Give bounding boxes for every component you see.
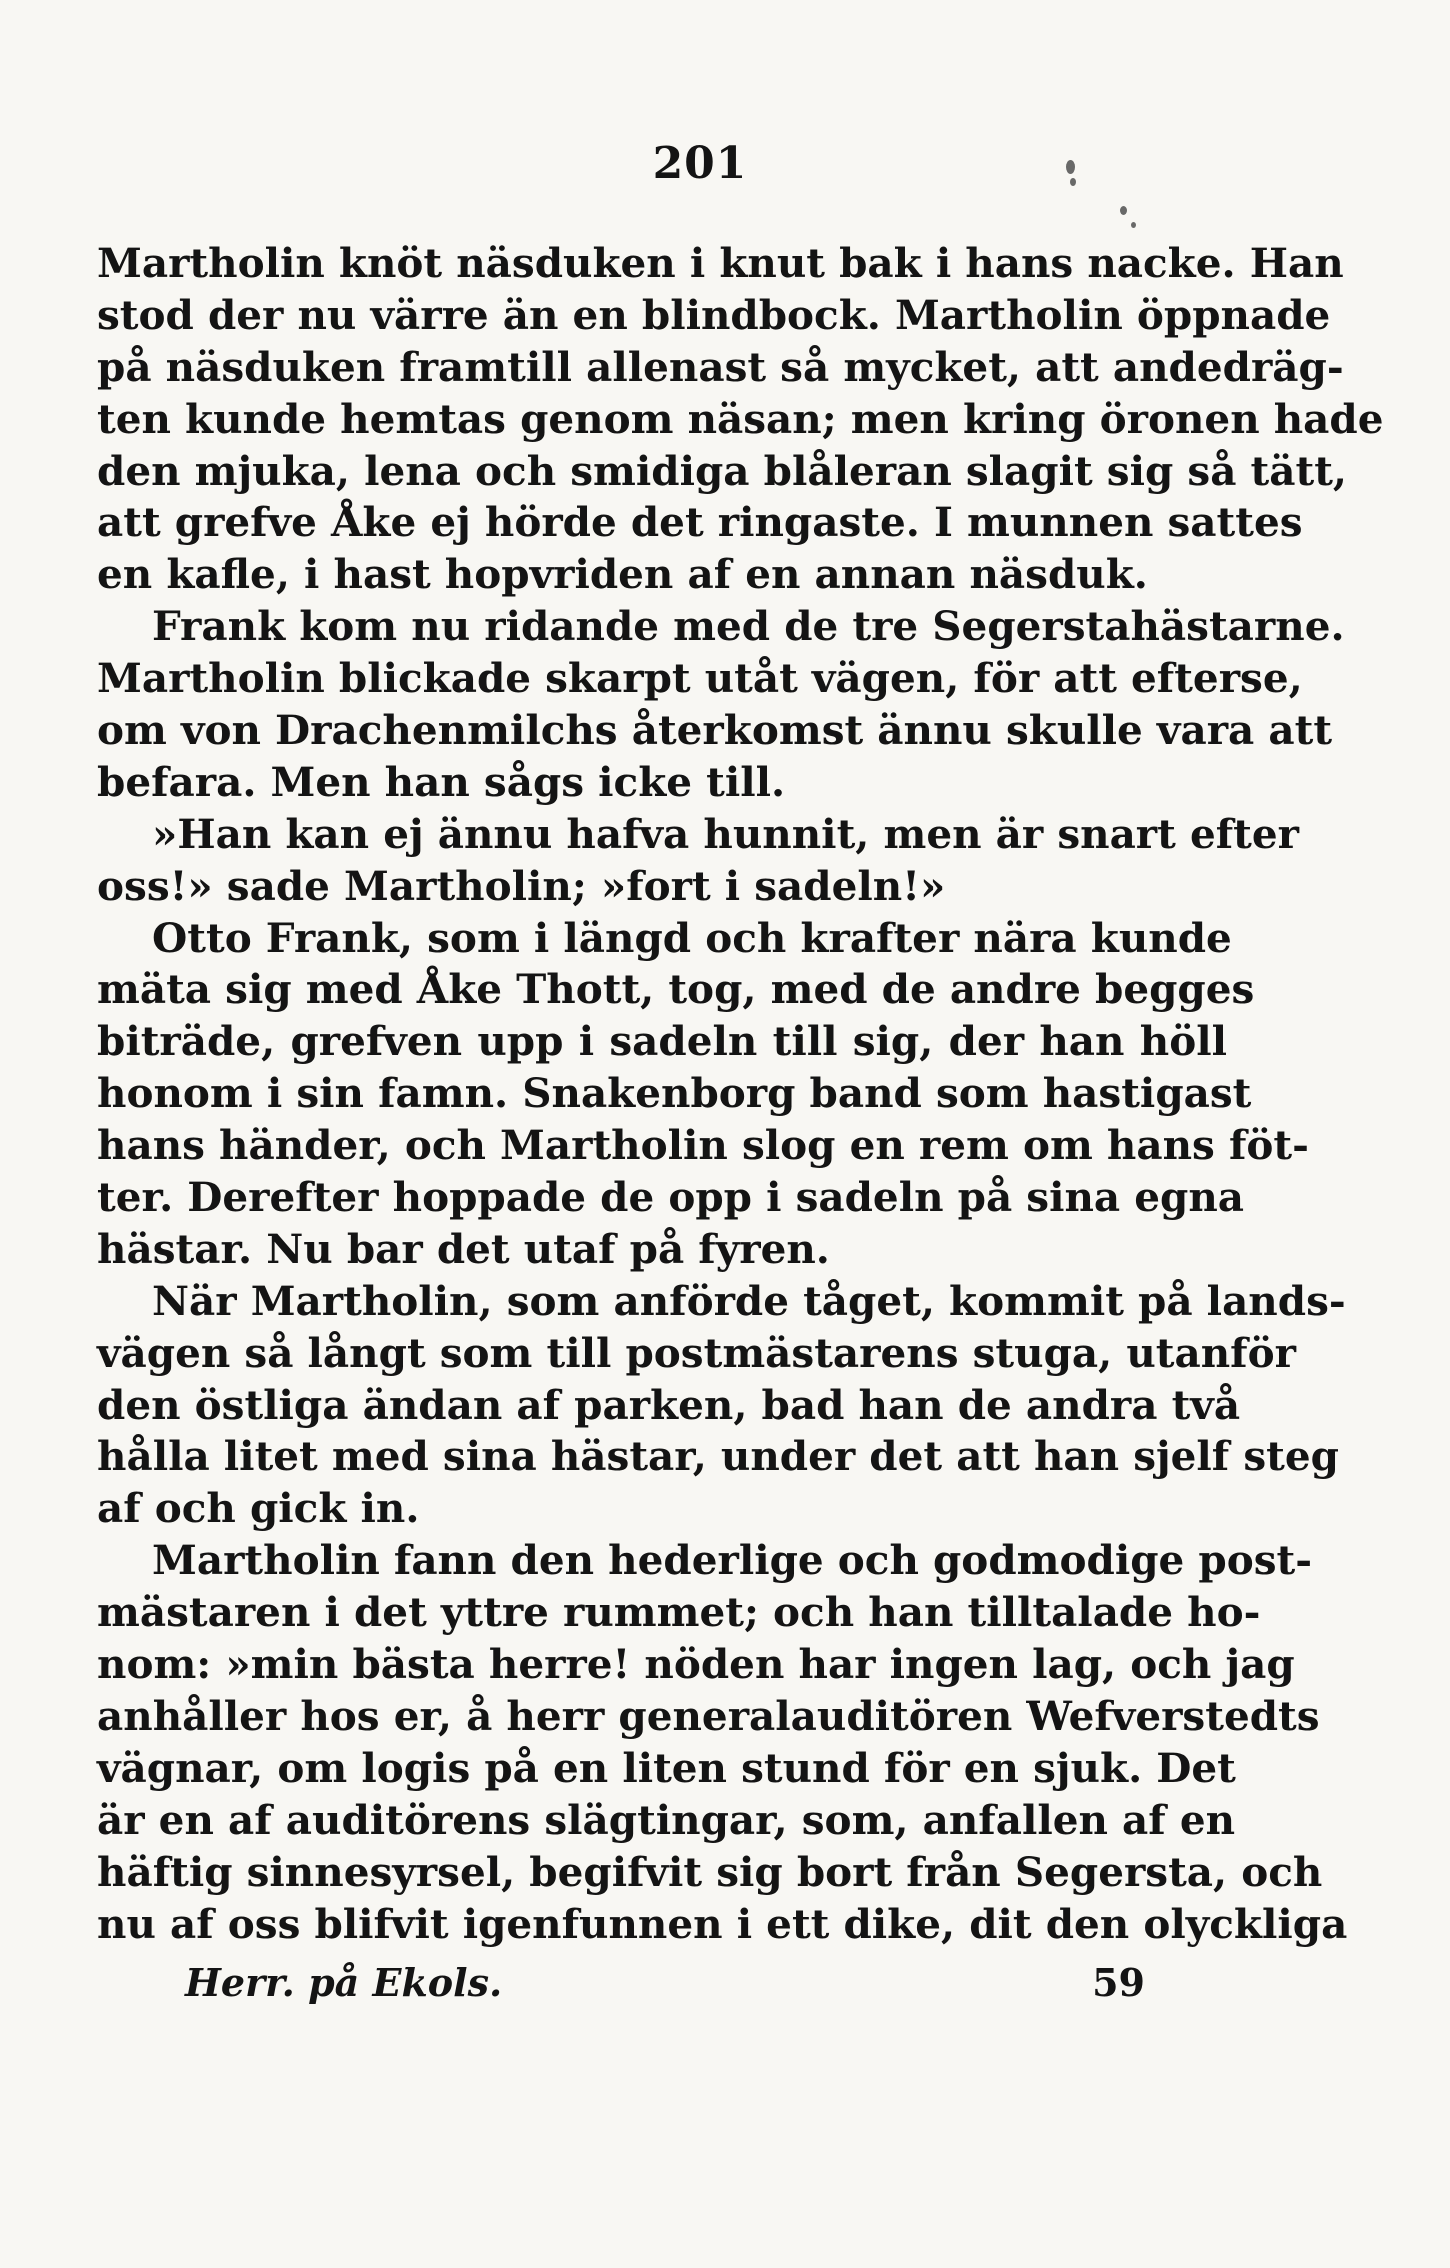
text-line: den östliga ändan af parken, bad han de andra två	[97, 1380, 1241, 1429]
text-line: Martholin blickade skarpt utåt vägen, för att efterse,	[97, 654, 1303, 703]
signature-mark: 59	[1092, 1960, 1145, 2005]
text-line: mästaren i det yttre rummet; och han tilltalade ho-	[97, 1588, 1261, 1637]
text-line: hans händer, och Martholin slog en rem om hans föt-	[97, 1121, 1309, 1170]
page-footer	[185, 1960, 1145, 2005]
text-line: vägnar, om logis på en liten stund för en sjuk. Det	[97, 1743, 1236, 1792]
text-line: om von Drachenmilchs återkomst ännu skulle vara att	[97, 706, 1333, 755]
text-line: den mjuka, lena och smidiga blåleran slagit sig så tätt,	[97, 446, 1348, 495]
text-line: anhåller hos er, å herr generalauditören Wefverstedts	[97, 1691, 1320, 1740]
text-line: är en af auditörens slägtingar, som, anfallen af en	[97, 1795, 1236, 1844]
text-line: hästar. Nu bar det utaf på fyren.	[97, 1224, 830, 1273]
text-line: hålla litet med sina hästar, under det att han sjelf steg	[97, 1432, 1339, 1481]
text-line: Martholin knöt näsduken i knut bak i hans nacke. Han	[97, 239, 1344, 287]
text-line: befara. Men han sågs icke till.	[97, 757, 786, 806]
page-number: 201	[652, 138, 748, 189]
ink-speck	[1131, 222, 1136, 228]
text-line: Frank kom nu ridande med de tre Segerstahästarne.	[152, 602, 1345, 651]
running-title: Herr. på Ekols.	[185, 1960, 503, 2005]
text-line: oss!» sade Martholin; »fort i sadeln!»	[97, 861, 946, 910]
text-line: När Martholin, som anförde tåget, kommit på lands-	[152, 1276, 1346, 1325]
text-line: »Han kan ej ännu hafva hunnit, men är snart efter	[152, 809, 1299, 858]
text-line: Otto Frank, som i längd och krafter nära kunde	[152, 913, 1232, 962]
text-line: att grefve Åke ej hörde det ringaste. I munnen sattes	[97, 498, 1303, 547]
text-line: ten kunde hemtas genom näsan; men kring öronen hade	[97, 394, 1384, 443]
body-text	[97, 238, 1384, 1950]
text-line: på näsduken framtill allenast så mycket, att andedräg-	[97, 342, 1344, 391]
text-line: nom: »min bästa herre! nöden har ingen lag, och jag	[97, 1640, 1295, 1689]
text-line: häftig sinnesyrsel, begifvit sig bort från Segersta, och	[97, 1847, 1323, 1896]
text-line: Martholin fann den hederlige och godmodige post-	[152, 1536, 1313, 1585]
text-line: honom i sin famn. Snakenborg band som hastigast	[97, 1069, 1252, 1118]
text-line: vägen så långt som till postmästarens stuga, utanför	[97, 1328, 1296, 1377]
text-line: af och gick in.	[97, 1484, 420, 1533]
text-line: biträde, grefven upp i sadeln till sig, der han höll	[97, 1017, 1227, 1066]
text-line: en kafle, i hast hopvriden af en annan näsduk.	[97, 550, 1148, 599]
text-line: ter. Derefter hoppade de opp i sadeln på sina egna	[97, 1173, 1245, 1222]
ink-speck	[1120, 206, 1127, 215]
text-line: nu af oss blifvit igenfunnen i ett dike, dit den olyckliga	[97, 1899, 1348, 1948]
text-line: mäta sig med Åke Thott, tog, med de andre begges	[97, 965, 1255, 1014]
text-line: stod der nu värre än en blindbock. Martholin öppnade	[97, 290, 1331, 339]
